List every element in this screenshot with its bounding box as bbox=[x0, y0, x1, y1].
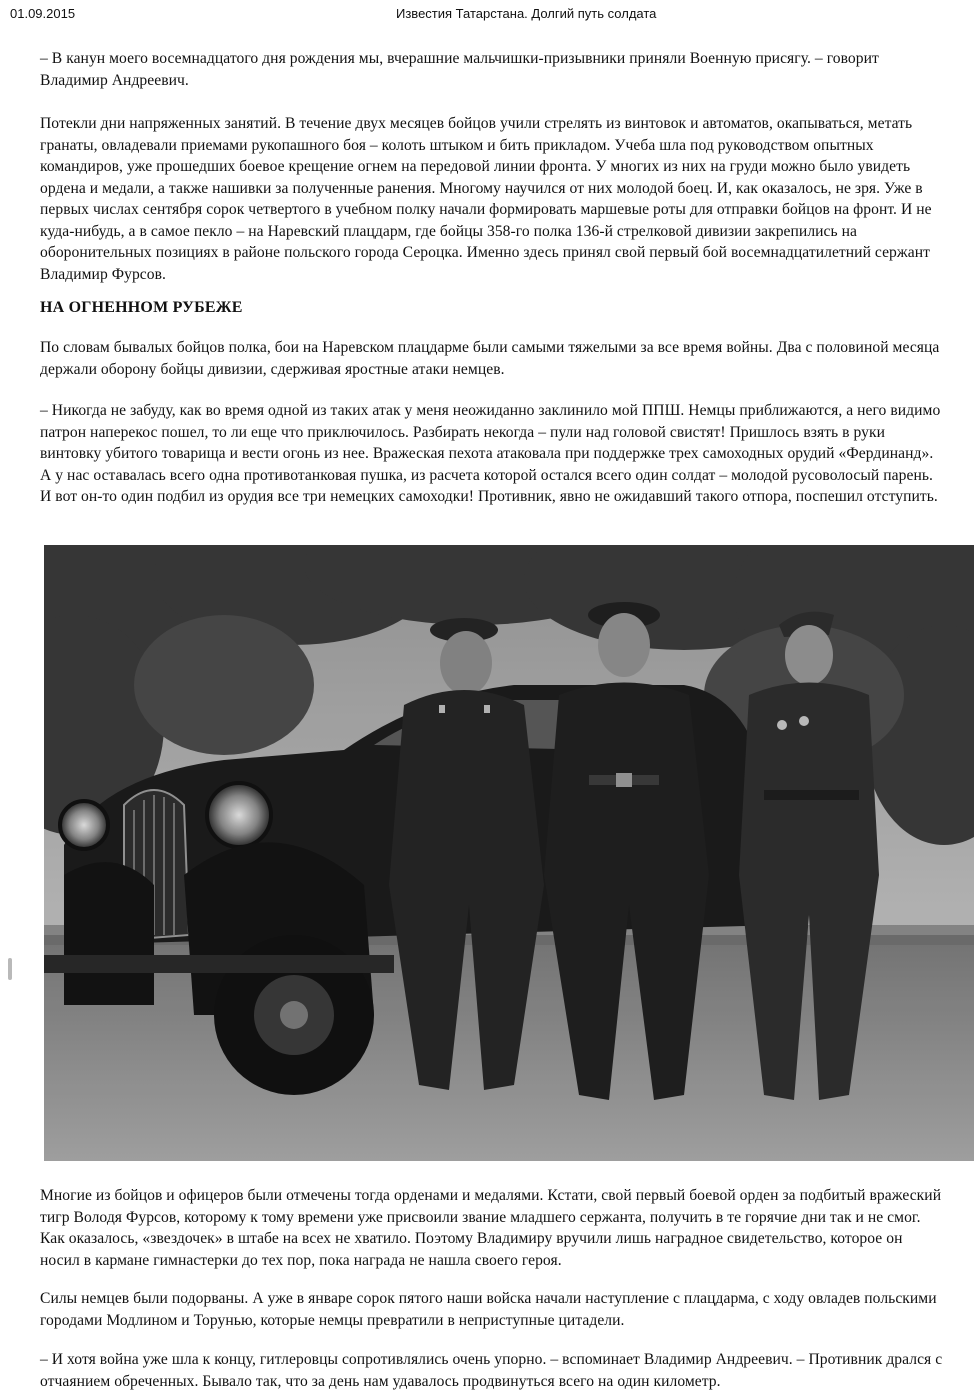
section-heading: НА ОГНЕННОМ РУБЕЖЕ bbox=[40, 299, 243, 316]
paragraph-training bbox=[40, 113, 945, 285]
paragraph-resistance bbox=[40, 1349, 945, 1392]
print-date: 01.09.2015 bbox=[10, 6, 76, 21]
paragraph-text: – Никогда не забуду, как во время одной из таких атак у меня неожиданно заклинило мой ППШ. Немцы приближаются, а него видимо патрон наперекос пошел, то ли еще что приключилось. Разбирать некогда – пули над головой свистят! Пришлось взять в руки винтовку убитого товарища и вести огонь из нее. Вражеская пехота атаковала при поддержке трех самоходных орудий «Фердинанд». А у нас оставалась всего одна противотанковая пушка, из расчета которой остался всего один солдат – молодой русоволосый парень. И вот он-то один подбил из орудия все три немецких самоходки! Противник, явно не ожидавший такого отпора, поспешил отступить. bbox=[40, 402, 941, 505]
paragraph-awards bbox=[40, 1185, 945, 1271]
photo-illustration bbox=[44, 545, 974, 1161]
scan-artifact bbox=[8, 958, 12, 980]
paragraph-text: – И хотя война уже шла к концу, гитлеровцы сопротивлялись очень упорно. – вспоминает Владимир Андреевич. – Противник дрался с отчаянием обреченных. Бывало так, что за день нам удавалось продвинуться всего на один километр. bbox=[40, 1351, 943, 1390]
paragraph-text: Многие из бойцов и офицеров были отмечены тогда орденами и медалями. Кстати, свой первый боевой орден за подбитый вражеский тигр Володя Фурсов, которому к тому времени уже присвоили звание младшего сержанта, получить в те горячие дни так и не смог. Как оказалось, «звездочек» в штабе на всех не хватило. Поэтому Владимиру вручили лишь наградное свидетельство, которое он носил в кармане гимнастерки до тех пор, пока награда не нашла своего героя. bbox=[40, 1187, 942, 1269]
paragraph-narew-bridgehead bbox=[40, 337, 945, 380]
paragraph-text: – В канун моего восемнадцатого дня рождения мы, вчерашние мальчишки-призывники приняли Военную присягу. – говорит Владимир Андреевич. bbox=[40, 50, 879, 89]
paragraph-text: По словам бывалых бойцов полка, бои на Наревском плацдарме были самыми тяжелыми за все время войны. Два с половиной месяца держали оборону бойцы дивизии, сдерживая яростные атаки немцев. bbox=[40, 339, 940, 378]
paragraph-text: Силы немцев были подорваны. А уже в январе сорок пятого наши войска начали наступление с плацдарма, с ходу овладев польскими городами Модлином и Торунью, которые немцы превратили в неприступные цитадели. bbox=[40, 1290, 937, 1329]
paragraph-text: Потекли дни напряженных занятий. В течение двух месяцев бойцов учили стрелять из винтовок и автоматов, окапываться, метать гранаты, овладевали приемами рукопашного боя – колоть штыком и бить прикладом. Учеба шла под руководством опытных командиров, уже прошедших боевое крещение огнем на передовой линии фронта. У многих из них на груди можно было увидеть ордена и медали, а также нашивки за полученные ранения. Многому научился от них молодой боец. И, как оказалось, не зря. Уже в первых числах сентября сорок четвертого в учебном полку начали формировать маршевые роты для отправки бойцов на фронт. И не куда-нибудь, а в самое пекло – на Наревский плацдарм, где бойцы 358-го полка 136-й стрелковой дивизии закрепились на оборонительных позициях в районе польского города Сероцка. Именно здесь принял свой первый бой восемнадцатилетний сержант Владимир Фурсов. bbox=[40, 115, 932, 283]
paragraph-battle-memory bbox=[40, 400, 945, 508]
paragraph-offensive bbox=[40, 1288, 945, 1331]
paragraph-oath bbox=[40, 48, 945, 91]
wartime-photo bbox=[44, 545, 974, 1161]
page-header-title: Известия Татарстана. Долгий путь солдата bbox=[396, 6, 657, 21]
